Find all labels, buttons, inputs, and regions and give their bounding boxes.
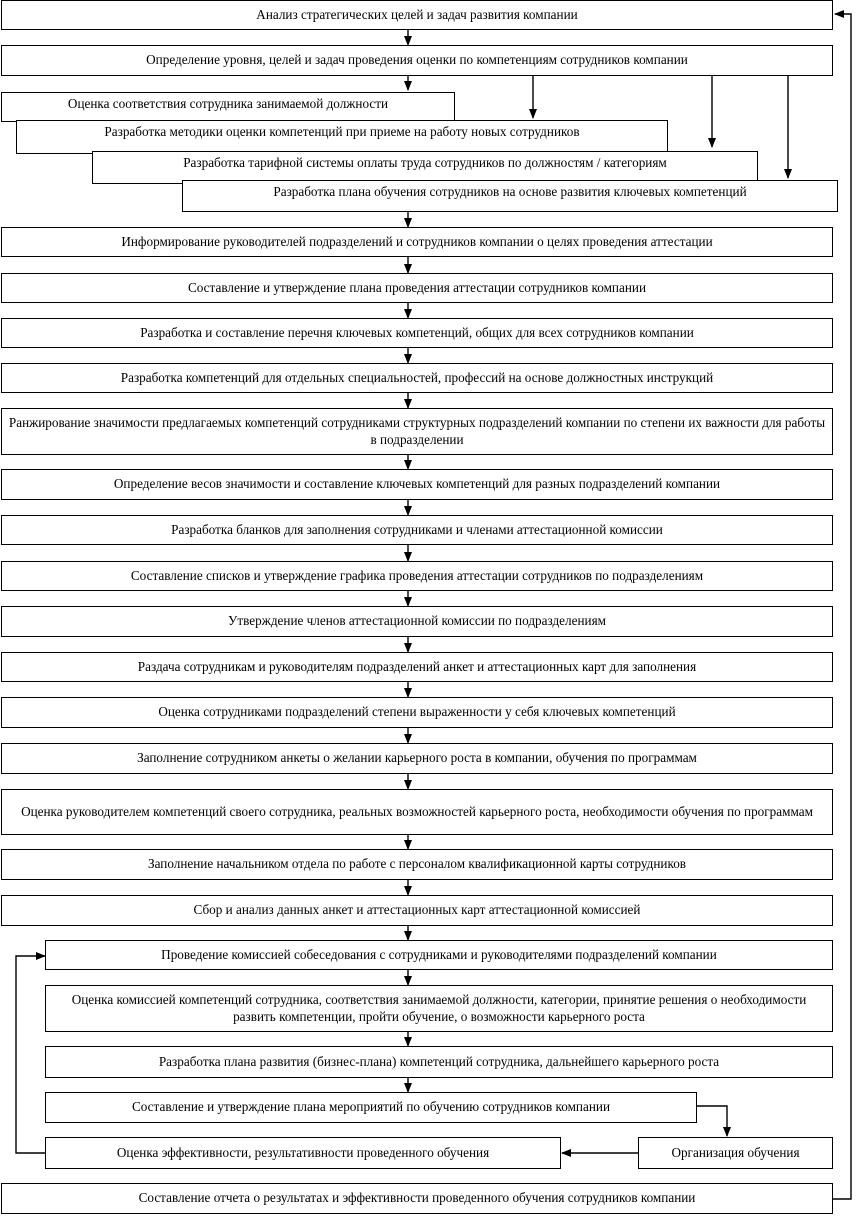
arrow: [697, 1106, 727, 1136]
step-ranking: Ранжирование значимости предлагаемых компетенций сотрудниками структурных подразделений компании по степени их важности для работы в подразделении: [1, 408, 833, 455]
step-commission-members: Утверждение членов аттестационной комиссии по подразделениям: [1, 606, 833, 637]
step-forms: Разработка бланков для заполнения сотрудниками и членами аттестационной комиссии: [1, 515, 833, 545]
step-final-report: Составление отчета о результатах и эффективности проведенного обучения сотрудников компании: [1, 1183, 833, 1214]
step-weights: Определение весов значимости и составление ключевых компетенций для разных подразделений компании: [1, 469, 833, 500]
step-job-conformity: Оценка соответствия сотрудника занимаемой должности: [1, 92, 455, 122]
step-career-questionnaire: Заполнение сотрудником анкеты о желании карьерного роста в компании, обучения по программам: [1, 743, 833, 774]
step-training-plan: Разработка плана обучения сотрудников на основе развития ключевых компетенций: [182, 180, 838, 212]
step-training-measures: Составление и утверждение плана мероприятий по обучению сотрудников компании: [45, 1092, 697, 1123]
step-specialty-competencies: Разработка компетенций для отдельных специальностей, профессий на основе должностных инструкций: [1, 363, 833, 393]
step-strategic-analysis: Анализ стратегических целей и задач развития компании: [1, 0, 833, 30]
step-qualification-card: Заполнение начальником отдела по работе с персоналом квалификационной карты сотрудников: [1, 849, 833, 880]
step-schedule: Составление списков и утверждение графика проведения аттестации сотрудников по подразделениям: [1, 561, 833, 591]
step-interview: Проведение комиссией собеседования с сотрудниками и руководителями подразделений компании: [45, 940, 833, 970]
step-hiring-methodology: Разработка методики оценки компетенций при приеме на работу новых сотрудников: [16, 120, 668, 154]
arrow: [16, 956, 45, 1153]
step-commission-decision: Оценка комиссией компетенций сотрудника, соответствия занимаемой должности, категории, принятие решения о необходимости развить компетенции, пройти обучение, о возможности карьерного роста: [45, 985, 833, 1032]
step-key-competencies-list: Разработка и составление перечня ключевых компетенций, общих для всех сотрудников компании: [1, 318, 833, 348]
step-data-collection: Сбор и анализ данных анкет и аттестационных карт аттестационной комиссией: [1, 895, 833, 926]
step-distribution: Раздача сотрудникам и руководителям подразделений анкет и аттестационных карт для заполнения: [1, 652, 833, 682]
step-development-plan: Разработка плана развития (бизнес-плана) компетенций сотрудника, дальнейшего карьерного роста: [45, 1046, 833, 1078]
step-assessment-goals: Определение уровня, целей и задач проведения оценки по компетенциям сотрудников компании: [1, 45, 833, 76]
step-manager-evaluation: Оценка руководителем компетенций своего сотрудника, реальных возможностей карьерного роста, необходимости обучения по программам: [1, 789, 833, 835]
step-training-organization: Организация обучения: [638, 1137, 833, 1169]
step-tariff-system: Разработка тарифной системы оплаты труда сотрудников по должностям / категориям: [92, 151, 758, 184]
step-informing: Информирование руководителей подразделений и сотрудников компании о целях проведения аттестации: [1, 227, 833, 257]
step-self-assessment: Оценка сотрудниками подразделений степени выраженности у себя ключевых компетенций: [1, 697, 833, 728]
step-attestation-plan: Составление и утверждение плана проведения аттестации сотрудников компании: [1, 273, 833, 303]
step-training-evaluation: Оценка эффективности, результативности проведенного обучения: [45, 1137, 561, 1169]
